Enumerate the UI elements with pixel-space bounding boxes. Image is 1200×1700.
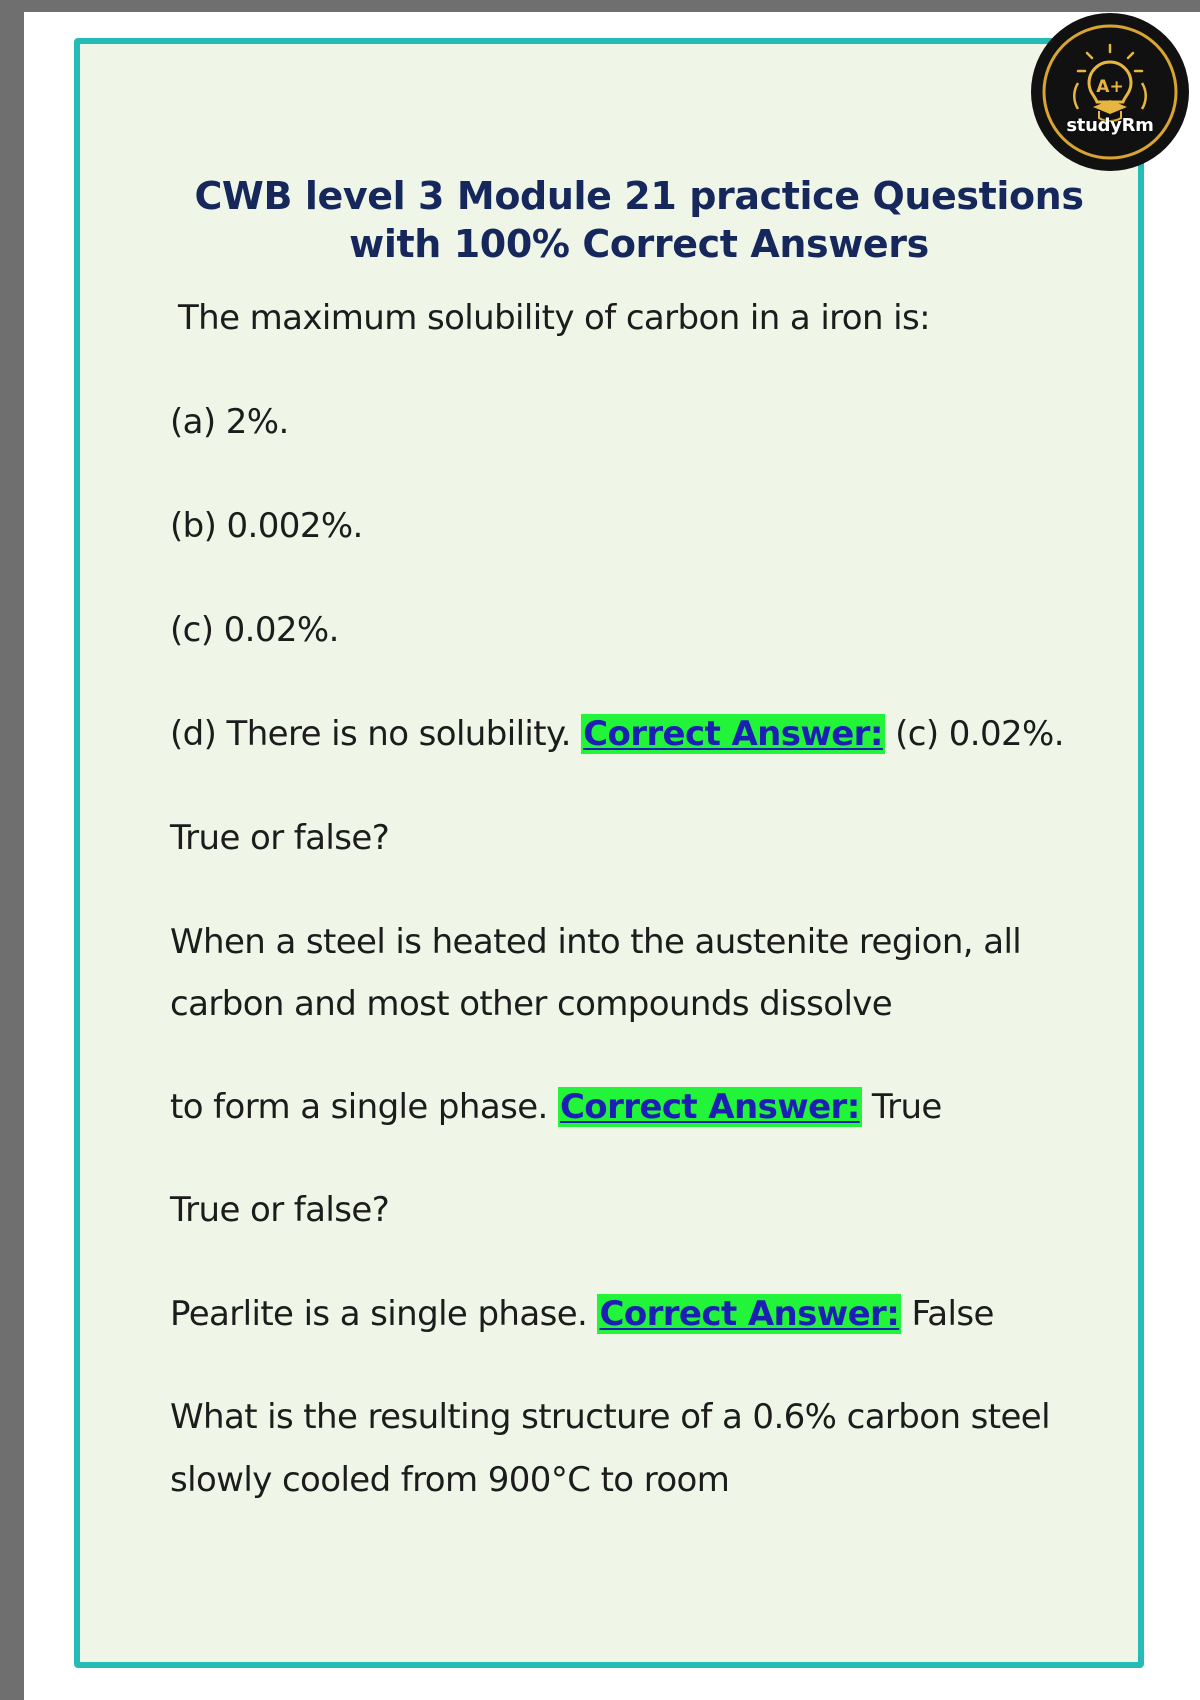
question-1-text: The maximum solubility of carbon in a iron is: [178, 298, 930, 338]
option-a: (a) 2%. [170, 402, 289, 442]
svg-text:A+: A+ [1096, 77, 1124, 97]
correct-answer-label: Correct Answer: [583, 714, 883, 754]
document-title: CWB level 3 Module 21 practice Questions with 100% Correct Answers [194, 174, 1084, 266]
true-false-prompt-2: True or false? [170, 1190, 390, 1230]
question-2-text-end: to form a single phase. [170, 1087, 548, 1127]
question-4-line-1: What is the resulting structure of a 0.6% carbon steel [170, 1397, 1050, 1437]
document-page [24, 12, 1200, 1700]
question-4-line-2: slowly cooled from 900°C to room [170, 1460, 730, 1500]
question-2-line-2: carbon and most other compounds dissolve [170, 984, 893, 1024]
question-3-answer: False [911, 1294, 994, 1334]
correct-answer-label: Correct Answer: [599, 1294, 900, 1334]
question-1-answer: (c) 0.02%. [895, 714, 1064, 754]
correct-answer-label: Correct Answer: [559, 1087, 860, 1127]
studyrm-logo [1031, 13, 1189, 171]
question-2-line-3 [170, 1087, 942, 1127]
question-3-line [170, 1294, 994, 1334]
option-c: (c) 0.02%. [170, 610, 339, 650]
question-3-text: Pearlite is a single phase. [170, 1294, 588, 1334]
option-d-line [170, 714, 1064, 754]
question-2-line-1: When a steel is heated into the austenite region, all [170, 922, 1022, 962]
logo-brand-text: studyRm [1066, 115, 1154, 136]
lightbulb-graduation-icon [1031, 13, 1189, 171]
question-2-answer: True [871, 1087, 942, 1127]
true-false-prompt-1: True or false? [170, 818, 390, 858]
option-b: (b) 0.002%. [170, 506, 363, 546]
option-d: (d) There is no solubility. [170, 714, 571, 754]
